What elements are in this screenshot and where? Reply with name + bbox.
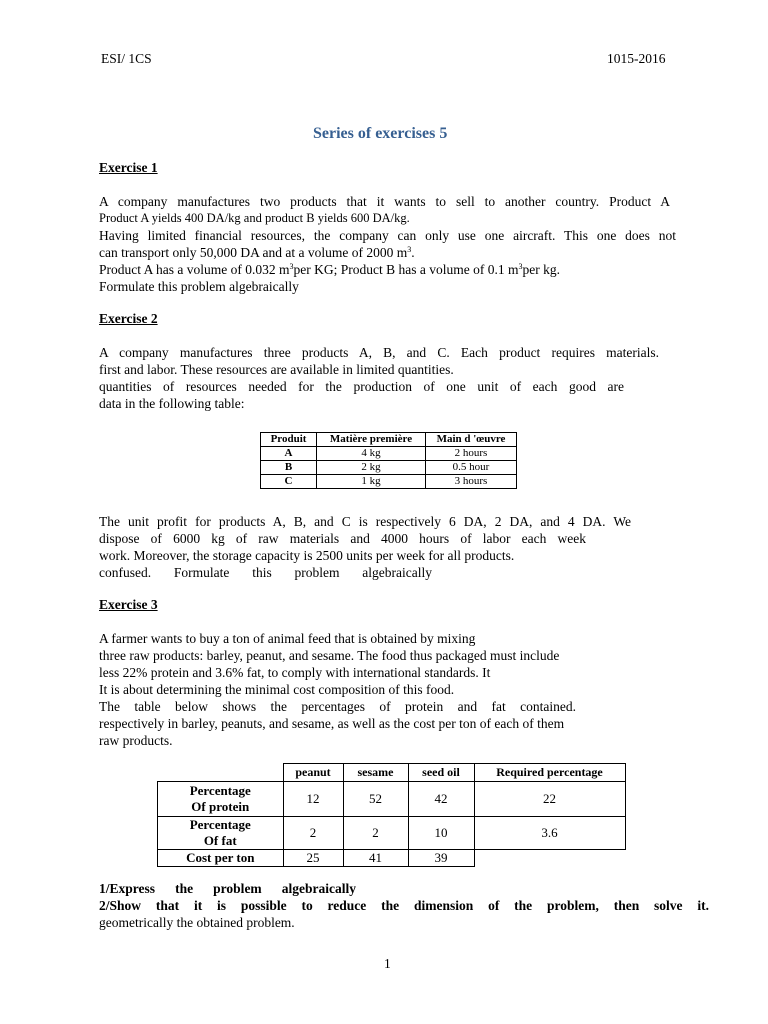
table-cell: 22 xyxy=(474,782,625,817)
table-row xyxy=(261,475,517,489)
table-row xyxy=(261,447,517,461)
ex2-line-3: quantities of resources needed for the production of one unit of each good are xyxy=(99,379,624,394)
exercise-1-heading: Exercise 1 xyxy=(99,160,158,175)
table-cell: 0.5 hour xyxy=(426,461,517,475)
ex3-line-2: three raw products: barley, peanut, and sesame. The food thus packaged must include xyxy=(99,648,560,663)
table-header-cell: Matière première xyxy=(317,433,426,447)
ex2-line-6: dispose of 6000 kg of raw materials and 4000 hours of labor each week xyxy=(99,531,586,546)
ex2-line-1: A company manufactures three products A, B, and C. Each product requires materials. xyxy=(99,345,659,360)
table-row-label: Percentage Of protein xyxy=(158,782,284,817)
table-row xyxy=(158,782,626,817)
table-row-label: Percentage Of fat xyxy=(158,817,284,850)
table-header-cell: Main d 'œuvre xyxy=(426,433,517,447)
ex2-line-5: The unit profit for products A, B, and C is respectively 6 DA, 2 DA, and 4 DA. We xyxy=(99,514,631,529)
ex3-line-5: The table below shows the percentages of protein and fat contained. xyxy=(99,699,576,714)
page-title: Series of exercises 5 xyxy=(313,125,448,142)
ex1-line-2: Product A yields 400 DA/kg and product B yields 600 DA/kg. xyxy=(99,211,410,225)
table-header-cell: seed oil xyxy=(408,764,474,782)
table-cell: C xyxy=(261,475,317,489)
ex1-line-6: Formulate this problem algebraically xyxy=(99,279,299,294)
ex2-line-8: confused. Formulate this problem algebraically xyxy=(99,565,432,580)
table-cell: 42 xyxy=(408,782,474,817)
exercise-3-heading: Exercise 3 xyxy=(99,597,158,612)
table-header-cell: sesame xyxy=(343,764,408,782)
table-cell: 10 xyxy=(408,817,474,850)
ex3-line-4: It is about determining the minimal cost composition of this food. xyxy=(99,682,455,697)
table-cell: 2 xyxy=(343,817,408,850)
table-header-cell: peanut xyxy=(283,764,343,782)
ex3-question-2-cont: geometrically the obtained problem. xyxy=(99,915,295,930)
exercise-2-heading: Exercise 2 xyxy=(99,311,158,326)
table-cell: 25 xyxy=(283,850,343,867)
table-cell: 12 xyxy=(283,782,343,817)
ex3-question-1: 1/Express the problem algebraically xyxy=(99,881,356,896)
ex1-line-1: A company manufactures two products that it wants to sell to another country. Product A xyxy=(99,194,670,209)
ex3-line-3: less 22% protein and 3.6% fat, to comply with international standards. It xyxy=(99,665,491,680)
table-cell: 2 hours xyxy=(426,447,517,461)
ex2-line-7: work. Moreover, the storage capacity is 2500 units per week for all products. xyxy=(99,548,515,563)
ex2-line-2: first and labor. These resources are available in limited quantities. xyxy=(99,362,454,377)
table-cell: 2 xyxy=(283,817,343,850)
table-row-label: Cost per ton xyxy=(158,850,284,867)
ex3-line-6: respectively in barley, peanuts, and sesame, as well as the cost per ton of each of them xyxy=(99,716,565,731)
table-header-cell: Produit xyxy=(261,433,317,447)
table-cell: 52 xyxy=(343,782,408,817)
ex3-line-7: raw products. xyxy=(99,733,173,748)
table-header-row xyxy=(158,764,626,782)
table-cell: 2 kg xyxy=(317,461,426,475)
table-cell: 39 xyxy=(408,850,474,867)
ex2-line-4: data in the following table: xyxy=(99,396,245,411)
table-cell: A xyxy=(261,447,317,461)
table-cell: 1 kg xyxy=(317,475,426,489)
resources-table xyxy=(260,432,517,489)
table-row xyxy=(261,461,517,475)
table-header-row xyxy=(261,433,517,447)
ex3-line-1: A farmer wants to buy a ton of animal feed that is obtained by mixing xyxy=(99,631,476,646)
ex1-line-5: Product A has a volume of 0.032 $m^3per$ KG; Product B has a volume of 0.1 $m^3per$ kg. xyxy=(99,262,560,277)
table-cell: 3 hours xyxy=(426,475,517,489)
page-number: 1 xyxy=(384,956,391,971)
table-cell: 4 kg xyxy=(317,447,426,461)
ex3-question-2: 2/Show that it is possible to reduce the dimension of the problem, then solve it. xyxy=(99,898,709,913)
feed-composition-table xyxy=(157,763,626,867)
ex1-line-4: can transport only 50,000 DA and at a volume of 2000 $m^3$. xyxy=(99,245,415,260)
table-header-cell: Required percentage xyxy=(474,764,625,782)
table-cell: B xyxy=(261,461,317,475)
header-left: ESI/ 1CS xyxy=(101,51,152,66)
header-right: 1015-2016 xyxy=(607,51,666,66)
table-cell: 3.6 xyxy=(474,817,625,850)
ex1-line-3: Having limited financial resources, the company can only use one aircraft. This one does not xyxy=(99,228,676,243)
table-row xyxy=(158,850,626,867)
table-row xyxy=(158,817,626,850)
table-cell: 41 xyxy=(343,850,408,867)
